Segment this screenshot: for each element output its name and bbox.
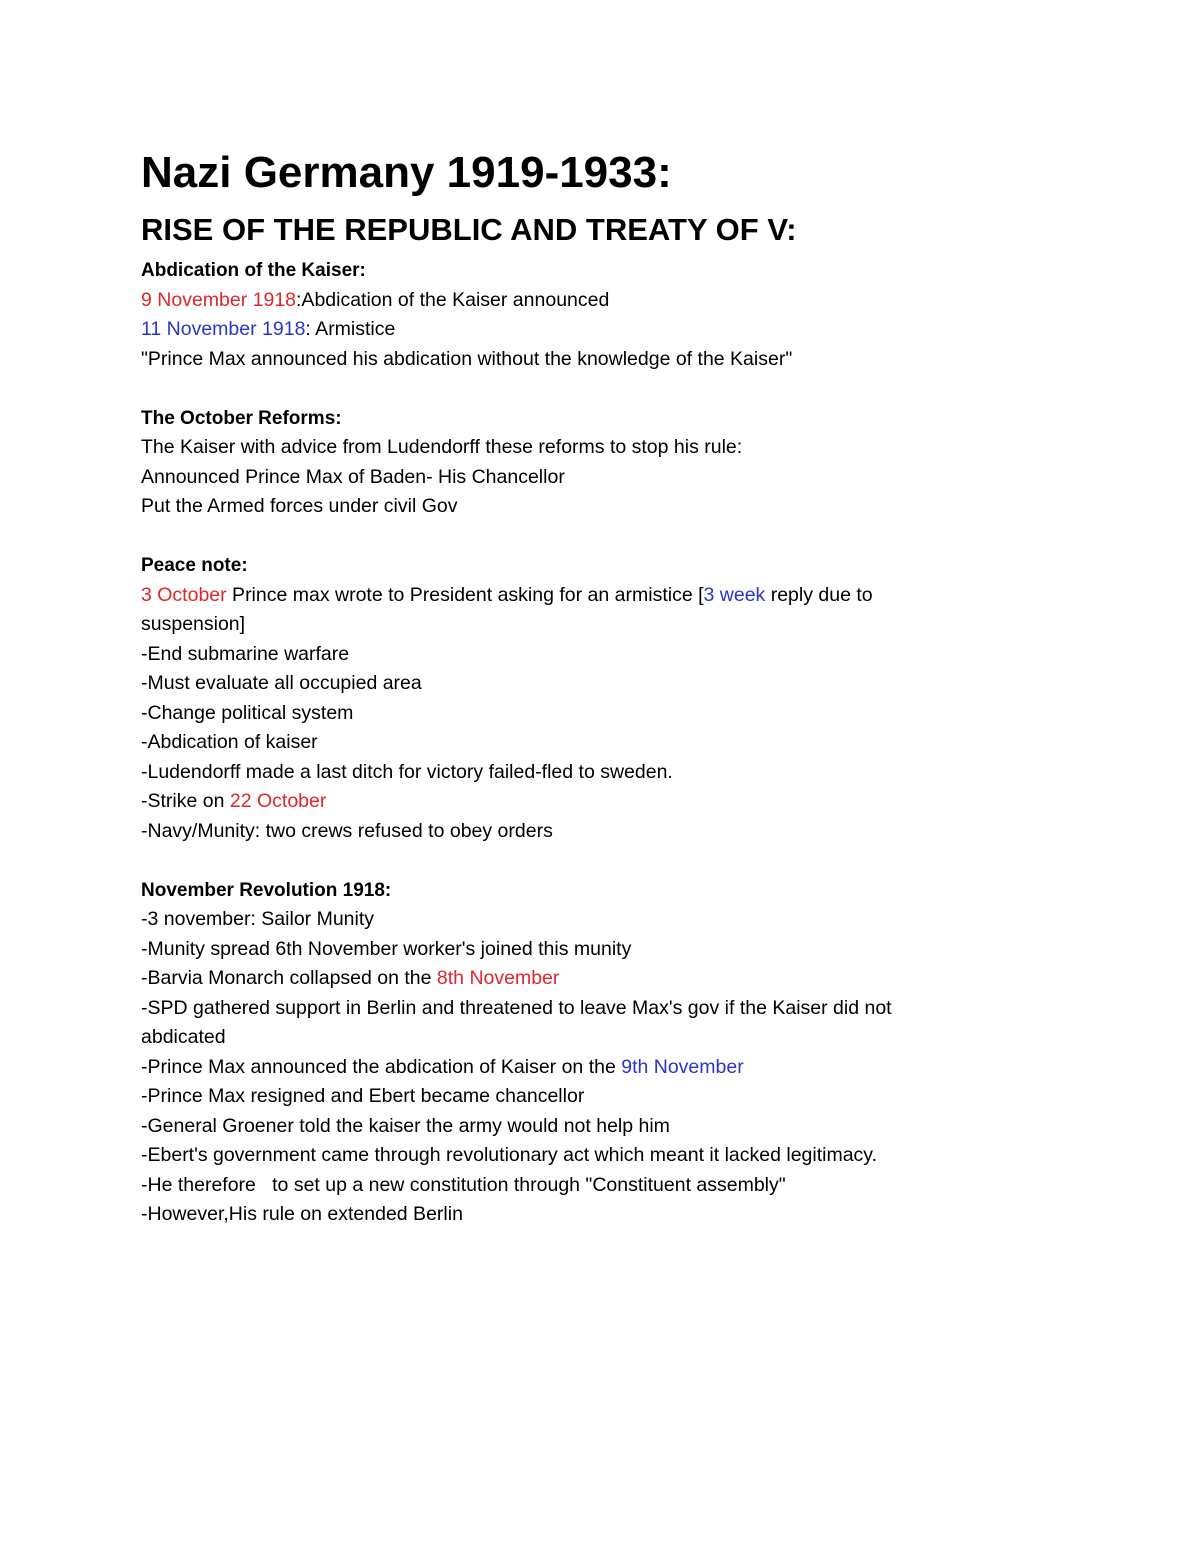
october-line-3: Put the Armed forces under civil Gov bbox=[141, 495, 458, 517]
line-text: reply due to bbox=[765, 583, 873, 606]
section-heading-peace-note: Peace note: bbox=[141, 555, 248, 576]
abdication-line-2 bbox=[141, 315, 1021, 345]
date-highlight: 8th November bbox=[436, 967, 560, 989]
date-highlight: 11 November 1918 bbox=[141, 318, 306, 340]
november-line-8: -General Groener told the kaiser the army would not help him bbox=[141, 1114, 670, 1137]
november-line-9: -Ebert's government came through revolutionary act which meant it lacked legitimacy. bbox=[141, 1144, 878, 1166]
page-title: Nazi Germany 1919-1933: bbox=[141, 148, 672, 197]
october-line-1: The Kaiser with advice from Ludendorff these reforms to stop his rule: bbox=[141, 436, 743, 458]
peace-line-9: -Navy/Munity: two crews refused to obey orders bbox=[141, 819, 553, 842]
abdication-line-1 bbox=[141, 286, 1021, 316]
section-heading-november-revolution: November Revolution 1918: bbox=[141, 879, 392, 901]
date-highlight: 9 November 1918 bbox=[141, 288, 297, 311]
peace-line-5: -Change political system bbox=[141, 701, 354, 724]
line-text: :Abdication of the Kaiser announced bbox=[296, 288, 610, 311]
peace-line-1 bbox=[141, 581, 1021, 611]
peace-line-6: -Abdication of kaiser bbox=[141, 731, 318, 753]
page-subtitle: RISE OF THE REPUBLIC AND TREATY OF V: bbox=[141, 212, 797, 247]
november-line-4: -SPD gathered support in Berlin and threatened to leave Max's gov if the Kaiser did not bbox=[141, 996, 892, 1019]
peace-line-8 bbox=[141, 787, 1021, 817]
november-line-11: -However,His rule on extended Berlin bbox=[141, 1203, 463, 1225]
november-line-2: -Munity spread 6th November worker's joined this munity bbox=[141, 937, 632, 960]
november-line-3 bbox=[141, 964, 1021, 994]
blank-line bbox=[141, 522, 1021, 552]
line-text: -Prince Max announced the abdication of Kaiser on the bbox=[141, 1055, 622, 1078]
november-line-5: abdicated bbox=[141, 1026, 226, 1048]
november-line-7: -Prince Max resigned and Ebert became chancellor bbox=[141, 1085, 585, 1107]
date-highlight: 3 October bbox=[141, 583, 227, 606]
document-body bbox=[141, 138, 1021, 1230]
section-heading-abdication: Abdication of the Kaiser: bbox=[141, 260, 366, 281]
peace-line-2: suspension] bbox=[141, 613, 246, 635]
section-heading-october-reforms: The October Reforms: bbox=[141, 407, 342, 429]
date-highlight: 9th November bbox=[621, 1055, 744, 1078]
peace-line-4: -Must evaluate all occupied area bbox=[141, 672, 422, 694]
november-line-10: -He therefore to set up a new constitution through "Constituent assembly" bbox=[141, 1173, 786, 1196]
october-line-2: Announced Prince Max of Baden- His Chancellor bbox=[141, 465, 565, 488]
line-text: -Barvia Monarch collapsed on the bbox=[141, 967, 437, 989]
november-line-1: -3 november: Sailor Munity bbox=[141, 908, 375, 930]
line-text: Prince max wrote to President asking for an armistice [ bbox=[226, 583, 704, 606]
november-line-6 bbox=[141, 1053, 1021, 1083]
peace-line-3: -End submarine warfare bbox=[141, 642, 350, 665]
blank-line bbox=[141, 846, 1021, 876]
line-text: : Armistice bbox=[305, 318, 396, 340]
week-highlight: 3 week bbox=[703, 583, 766, 606]
peace-line-7: -Ludendorff made a last ditch for victory failed-fled to sweden. bbox=[141, 760, 673, 783]
blank-line bbox=[141, 374, 1021, 404]
date-highlight: 22 October bbox=[229, 790, 327, 812]
abdication-quote: "Prince Max announced his abdication without the knowledge of the Kaiser" bbox=[141, 347, 793, 370]
line-text: -Strike on bbox=[141, 790, 230, 812]
